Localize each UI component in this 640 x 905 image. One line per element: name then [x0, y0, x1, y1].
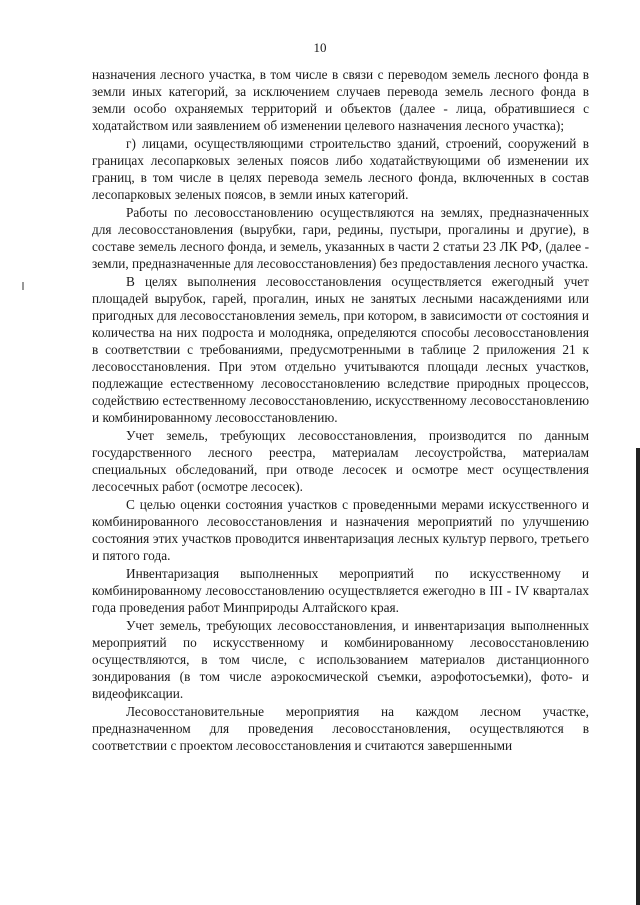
paragraph-assessment: С целью оценки состояния участков с проведенными мерами искусственного и комбинированного лесовосстановления и назначения мероприятий по улучшению состояния этих участков проводится инвентаризация лесных культур первого, третьего и пятого года.	[92, 497, 589, 563]
scan-edge-shadow	[636, 448, 640, 905]
paragraph-continuation: назначения лесного участка, в том числе в связи с переводом земель лесного фонда в земли иных категорий, за исключением случаев перевода земель лесного фонда в земли особо охраняемых территорий и объектов (далее - лица, обратившиеся с ходатайством или заявлением об изменении целевого назначения лесного участка);	[92, 67, 589, 133]
body-text	[92, 66, 589, 755]
paragraph-inventory: Инвентаризация выполненных мероприятий по искусственному и комбинированному лесовосстановлению осуществляется ежегодно в III - IV кварталах года проведения работ Минприроды Алтайского края.	[92, 566, 589, 615]
paragraph-land-accounting: Учет земель, требующих лесовосстановления, производится по данным государственного лесного реестра, материалам лесоустройства, материалам специальных обследований, при отводе лесосек и осмотре мест осуществления лесосечных работ (осмотре лесосек).	[92, 428, 589, 494]
paragraph-measures: Лесовосстановительные мероприятия на каждом лесном участке, предназначенном для проведения лесовосстановления, осуществляются в соответствии с проектом лесовосстановления и считаются завершенными	[92, 704, 589, 753]
paragraph-remote-sensing: Учет земель, требующих лесовосстановления, и инвентаризация выполненных мероприятий по искусственному и комбинированному лесовосстановлению осуществляются, в том числе, с использованием материалов дистанционного зондирования (в том числе аэрокосмической съемки, аэрофотосъемки), фото- и видеофиксации.	[92, 618, 589, 701]
paragraph-item-g: г) лицами, осуществляющими строительство зданий, строений, сооружений в границах лесопарковых зеленых поясов либо ходатайствующими об изменении их границ, в том числе в целях перевода земель лесного фонда, включенных в состав лесопарковых зеленых поясов, в земли иных категорий.	[92, 136, 589, 202]
page-number: 10	[313, 40, 327, 55]
paragraph-reforestation-works: Работы по лесовосстановлению осуществляются на землях, предназначенных для лесовосстановления (вырубки, гари, редины, пустыри, прогалины и другие), в составе земель лесного фонда, и земель, указанных в части 2 статьи 23 ЛК РФ, (далее - земли, предназначенные для лесовосстановления) без предоставления лесного участка.	[92, 205, 589, 271]
paragraph-annual-accounting: В целях выполнения лесовосстановления осуществляется ежегодный учет площадей вырубок, гарей, прогалин, иных не занятых лесными насаждениями или пригодных для лесовосстановления земель, при котором, в зависимости от состояния и количества на них подроста и молодняка, определяются способы лесовосстановления в соответствии с требованиями, предусмотренными в таблице 2 приложения 21 к лесовосстановления. При этом отдельно учитываются площади лесных участков, подлежащие естественному лесовосстановлению вследствие природных процессов, содействию естественному лесовосстановлению, искусственному лесовосстановлению и комбинированному лесовосстановлению.	[92, 274, 589, 425]
scan-mark	[22, 282, 24, 290]
